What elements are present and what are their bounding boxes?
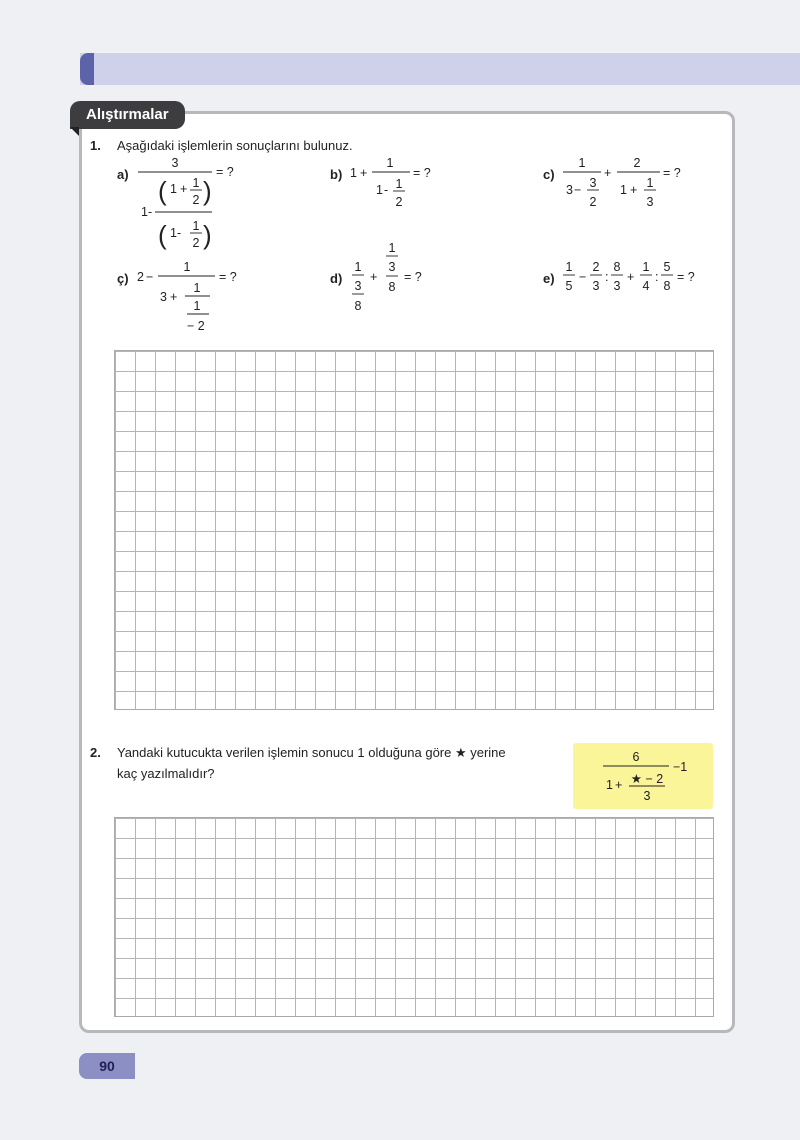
box-one: 1 [606,778,613,792]
cc-low-num: 1 [193,299,201,313]
expr-e [563,260,695,293]
c-inner2-num: 1 [646,176,654,190]
b-minus: - [384,183,389,197]
a-frac2-num: 1 [192,219,200,233]
a-one: 1 [141,205,148,219]
c-plus: + [604,166,612,180]
section-tab: Alıştırmalar [70,101,185,129]
a-lparen-1: ( [158,176,167,206]
label-e: e) [543,271,555,286]
d-r-num: 1 [388,241,396,255]
expr-cc [137,260,237,333]
c-num2: 2 [633,156,641,170]
label-c: c) [543,167,555,182]
box-star-minus-2: ★ − 2 [630,772,664,786]
label-a: a) [117,167,129,182]
b-num: 1 [386,156,394,170]
a-rparen-1: ) [203,176,212,206]
a-minus: - [148,205,153,219]
a-frac1-den: 2 [192,193,200,207]
cc-neg-two: − 2 [187,319,205,333]
a-minus-2: - [177,226,182,240]
a-frac2-den: 2 [192,236,200,250]
e-eq: = ? [677,270,695,284]
box-minus-one: −1 [673,760,688,774]
b-one-d: 1 [376,183,383,197]
e-f2-den: 3 [592,279,600,293]
e-f2-num: 2 [592,260,600,274]
cc-eq: = ? [219,270,237,284]
c-minus: − [574,183,582,197]
page-number-badge [79,1053,135,1079]
e-f3-num: 8 [613,260,621,274]
d-mid-num: 3 [354,279,362,293]
a-rparen-2: ) [203,220,212,250]
e-f1-num: 1 [565,260,573,274]
question-1-number: 1. [90,138,101,153]
label-cc: ç) [117,271,129,286]
b-inner-num: 1 [395,177,403,191]
a-num: 3 [171,156,179,170]
box-num: 6 [632,750,640,764]
cc-mid-num: 1 [193,281,201,295]
e-colon-2: : [655,270,659,284]
d-den: 8 [354,299,362,313]
question-2-text-line2: kaç yazılmalıdır? [117,766,215,781]
c-one: 1 [620,183,627,197]
cc-two: 2 [137,270,144,284]
e-f3-den: 3 [613,279,621,293]
d-plus: + [370,270,378,284]
question-1-text: Aşağıdaki işlemlerin sonuçlarını bulunuz. [117,138,353,153]
e-minus: − [579,270,587,284]
d-eq: = ? [404,270,422,284]
expression-box-math [573,743,713,809]
a-one-c: 1 [170,226,177,240]
box-plus: + [615,778,623,792]
c-num1: 1 [578,156,586,170]
a-lparen-2: ( [158,220,167,250]
d-r-mid: 3 [388,260,396,274]
e-plus: + [627,270,635,284]
cc-plus: + [170,290,178,304]
cc-three: 3 [160,290,167,304]
c-plus-2: + [630,183,638,197]
question-2-text-line1: Yandaki kutucukta verilen işlemin sonucu 1 olduğuna göre ★ yerine [117,745,506,760]
c-inner2-den: 3 [646,195,654,209]
e-f4-num: 1 [642,260,650,274]
b-eq: = ? [413,166,431,180]
a-eq: = ? [216,165,234,179]
b-inner-den: 2 [395,195,403,209]
d-top-num: 1 [354,260,362,274]
e-f5-den: 8 [663,279,671,293]
box-den: 3 [643,789,651,803]
e-f4-den: 4 [642,279,650,293]
a-plus: + [180,182,188,196]
label-d: d) [330,271,343,286]
a-one-b: 1 [170,182,177,196]
e-f1-den: 5 [565,279,573,293]
expr-d [352,241,422,313]
cc-num: 1 [183,260,191,274]
expr-b [350,156,431,209]
a-frac1-num: 1 [192,176,200,190]
cc-minus: − [146,270,154,284]
label-b: b) [330,167,343,182]
expr-c [563,156,681,209]
e-f5-num: 5 [663,260,671,274]
b-plus: + [360,166,368,180]
c-three: 3 [566,183,573,197]
c-eq: = ? [663,166,681,180]
e-colon-1: : [605,270,609,284]
answer-grid-2 [114,817,714,1017]
question-2-number: 2. [90,745,101,760]
b-one: 1 [350,166,357,180]
c-inner1-num: 3 [589,176,597,190]
answer-grid-1 [114,350,714,710]
d-r-den: 8 [388,280,396,294]
page-number: 90 [99,1058,115,1074]
expr-a [138,156,234,250]
c-inner1-den: 2 [589,195,597,209]
